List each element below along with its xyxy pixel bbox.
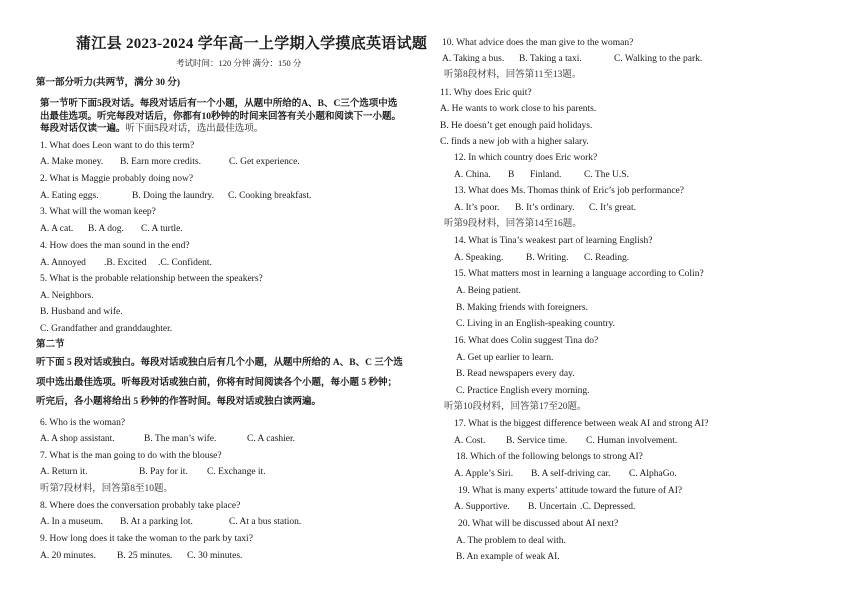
option-b: B. Making friends with foreigners. — [456, 303, 588, 313]
option-b: B. Service time. — [506, 436, 568, 446]
section2-instructions-line3: 听完后，各小题将给出 5 秒钟的作答时间。每段对话或独白读两遍。 — [36, 397, 322, 407]
option-c: C. A cashier. — [247, 434, 296, 444]
listening-note-10: 听第10段材料，回答第17至20题。 — [444, 402, 587, 412]
option-a: A. Get up earlier to learn. — [456, 353, 554, 363]
option-b-text: Finland. — [530, 170, 562, 180]
question-17: 17. What is the biggest difference between weak AI and strong AI? — [454, 419, 709, 429]
option-c: C. A turtle. — [141, 224, 183, 234]
question-14: 14. What is Tina’s weakest part of learning English? — [454, 236, 653, 246]
part1-heading: 第一部分听力(共两节，满分 30 分) — [36, 78, 181, 88]
option-a: A. Apple’s Siri. — [454, 469, 514, 479]
question-16: 16. What does Colin suggest Tina do? — [454, 336, 599, 346]
exam-info: 考试时间：120 分钟 满分：150 分 — [176, 58, 302, 68]
question-4: 4. How does the man sound in the end? — [40, 241, 190, 251]
option-b: B. A self-driving car. — [531, 469, 611, 479]
option-b: B. A dog. — [88, 224, 124, 234]
option-c: C. Cooking breakfast. — [228, 191, 312, 201]
question-12-options — [454, 169, 629, 181]
option-c: C. It’s great. — [589, 203, 636, 213]
question-6-options — [40, 433, 295, 445]
question-3-options — [40, 223, 183, 235]
section1-instructions-line1: 第一节听下面5段对话。每段对话后有一个小题，从题中所给的A、B、C三个选项中选 — [40, 99, 398, 109]
question-2-options — [40, 190, 311, 202]
option-a: A. China. — [454, 170, 491, 180]
listening-note-7: 听第7段材料，回答第8至10题。 — [40, 484, 174, 494]
option-a: A. The problem to deal with. — [456, 536, 566, 546]
option-b: B. Doing the laundry. — [132, 191, 214, 201]
question-18-options — [454, 468, 677, 480]
option-a: A. A cat. — [40, 224, 74, 234]
question-11: 11. Why does Eric quit? — [440, 88, 532, 98]
section1-instructions-bold: 每段对话仅读一遍。 — [40, 124, 126, 134]
question-1-options — [40, 156, 300, 168]
question-9: 9. How long does it take the woman to the park by taxi? — [40, 534, 253, 544]
question-6: 6. Who is the woman? — [40, 418, 126, 428]
section2-instructions-line2: 项中选出最佳选项。听每段对话或独白前，你将有时间阅读各个小题，每小题 5 秒钟； — [36, 378, 398, 388]
section1-instructions-line2: 出最佳选项。听完每段对话后，你都有10秒钟的时间来回答有关小题和阅读下一小题。 — [40, 112, 402, 122]
option-a: A. Make money. — [40, 157, 104, 167]
option-c: C. finds a new job with a higher salary. — [440, 137, 589, 147]
question-9-options — [40, 550, 242, 562]
question-17-options — [454, 435, 677, 447]
option-a: A. Cost. — [454, 436, 486, 446]
option-a: A. Neighbors. — [40, 291, 94, 301]
option-c: .C. Depressed. — [580, 502, 636, 512]
question-13-options — [454, 202, 636, 214]
question-19: 19. What is many experts’ attitude toward the future of AI? — [458, 486, 683, 496]
option-b: B. Earn more credits. — [120, 157, 201, 167]
listening-note-8: 听第8段材料，回答第11至13题。 — [444, 70, 582, 80]
question-4-options — [40, 257, 212, 269]
option-b: B. Uncertain — [528, 502, 577, 512]
option-b: B. Taking a taxi. — [519, 54, 582, 64]
option-c: C. Exchange it. — [207, 467, 266, 477]
option-c: .C. Confident. — [158, 258, 212, 268]
section1-instructions-line3 — [40, 123, 263, 135]
option-a: A. Speaking. — [454, 253, 504, 263]
option-a: A. A shop assistant. — [40, 434, 115, 444]
option-c: C. 30 minutes. — [187, 551, 243, 561]
option-c: C. Walking to the park. — [614, 54, 703, 64]
page-title: 蒲江县 2023-2024 学年高一上学期入学摸底英语试题 — [76, 36, 428, 52]
question-13: 13. What does Ms. Thomas think of Eric’s job performance? — [454, 186, 684, 196]
question-15: 15. What matters most in learning a language according to Colin? — [454, 269, 704, 279]
option-b: B. Husband and wife. — [40, 307, 123, 317]
option-a: A. It’s poor. — [454, 203, 500, 213]
option-c: C. Human involvement. — [586, 436, 678, 446]
question-10-options — [442, 53, 702, 65]
option-c: C. Living in an English-speaking country. — [456, 319, 616, 329]
question-10: 10. What advice does the man give to the woman? — [442, 38, 634, 48]
option-c: C. Get experience. — [229, 157, 300, 167]
question-8-options — [40, 516, 301, 528]
option-b: B. An example of weak AI. — [456, 552, 560, 562]
listening-note-9: 听第9段材料，回答第14至16题。 — [444, 219, 582, 229]
option-a: A. Supportive. — [454, 502, 510, 512]
question-7-options — [40, 466, 266, 478]
option-b: B — [508, 170, 515, 180]
option-a: A. Being patient. — [456, 286, 521, 296]
option-c: C. Reading. — [584, 253, 630, 263]
option-b: B. The man’s wife. — [144, 434, 217, 444]
question-2: 2. What is Maggie probably doing now? — [40, 174, 194, 184]
option-a: A. Taking a bus. — [442, 54, 505, 64]
section2-heading: 第二节 — [36, 340, 65, 350]
question-5: 5. What is the probable relationship between the speakers? — [40, 274, 263, 284]
section1-instructions-plain: 听下面5段对话，选出最佳选项。 — [125, 124, 264, 134]
option-b: B. Pay for it. — [139, 467, 188, 477]
option-a: A. Eating eggs. — [40, 191, 99, 201]
question-12: 12. In which country does Eric work? — [454, 153, 598, 163]
option-a: A. He wants to work close to his parents. — [440, 104, 597, 114]
option-b: B. Writing. — [526, 253, 569, 263]
option-a: A. 20 minutes. — [40, 551, 96, 561]
option-b: B. He doesn’t get enough paid holidays. — [440, 121, 593, 131]
option-b: B. It’s ordinary. — [515, 203, 575, 213]
option-c: C. Practice English every morning. — [456, 386, 590, 396]
option-c: C. At a bus station. — [229, 517, 302, 527]
question-18: 18. Which of the following belongs to strong AI? — [456, 452, 643, 462]
option-a: A. In a museum. — [40, 517, 104, 527]
option-a: A. Annoyed — [40, 258, 86, 268]
option-c: C. The U.S. — [584, 170, 629, 180]
question-1: 1. What does Leon want to do this term? — [40, 141, 195, 151]
option-b: B. At a parking lot. — [120, 517, 193, 527]
question-7: 7. What is the man going to do with the blouse? — [40, 451, 222, 461]
question-20: 20. What will be discussed about AI next? — [458, 519, 619, 529]
question-8: 8. Where does the conversation probably take place? — [40, 501, 241, 511]
option-b: B. Read newspapers every day. — [456, 369, 575, 379]
question-3: 3. What will the woman keep? — [40, 207, 156, 217]
question-14-options — [454, 252, 629, 264]
option-a: A. Return it. — [40, 467, 88, 477]
option-b: .B. Excited — [104, 258, 147, 268]
question-19-options — [454, 501, 635, 513]
option-b: B. 25 minutes. — [117, 551, 173, 561]
option-c: C. Grandfather and granddaughter. — [40, 324, 173, 334]
section2-instructions-line1: 听下面 5 段对话或独白。每段对话或独白后有几个小题，从题中所给的 A、B、C 三个选 — [36, 358, 403, 368]
option-c: C. AlphaGo. — [629, 469, 677, 479]
